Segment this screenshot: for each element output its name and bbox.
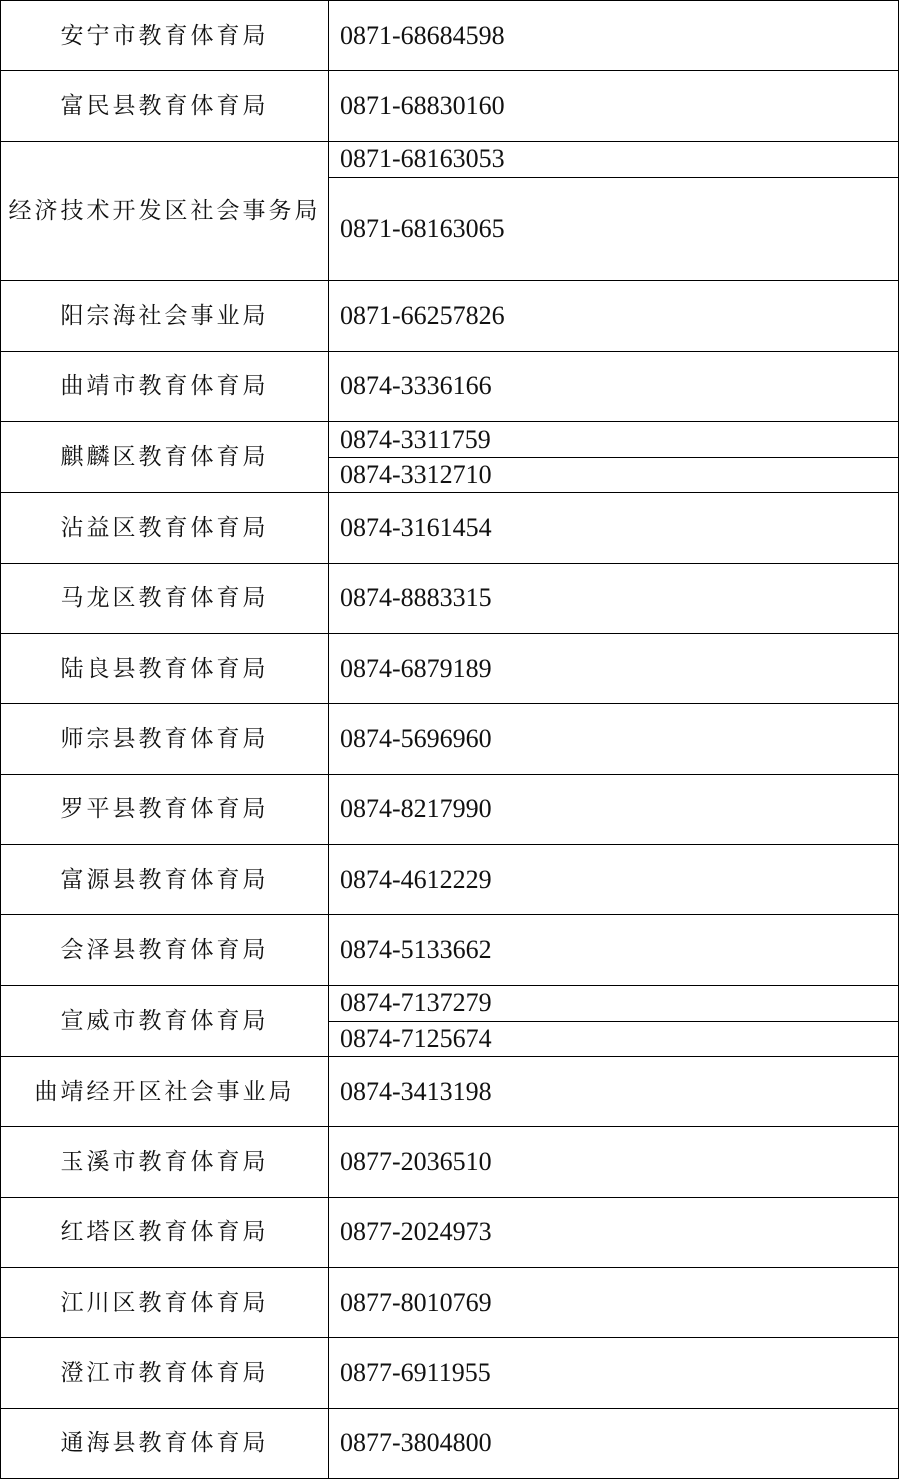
table-row <box>1 421 899 457</box>
table-row <box>1 1338 899 1408</box>
table-row <box>1 1 899 71</box>
table-body <box>1 1 899 1479</box>
phone-number: 0874-5696960 <box>329 704 899 774</box>
table-row <box>1 1056 899 1126</box>
phone-number: 0874-3312710 <box>329 458 899 493</box>
phone-number: 0877-8010769 <box>329 1267 899 1337</box>
department-name: 麒麟区教育体育局 <box>1 421 329 492</box>
phone-number: 0874-3336166 <box>329 351 899 421</box>
department-name: 宣威市教育体育局 <box>1 985 329 1056</box>
phone-number: 0874-3413198 <box>329 1056 899 1126</box>
department-name: 玉溪市教育体育局 <box>1 1127 329 1197</box>
table-row <box>1 915 899 985</box>
table-row <box>1 1408 899 1478</box>
phone-number: 0874-7137279 <box>329 985 899 1021</box>
table-row <box>1 141 899 177</box>
department-name: 江川区教育体育局 <box>1 1267 329 1337</box>
phone-number: 0874-4612229 <box>329 844 899 914</box>
phone-number: 0877-2036510 <box>329 1127 899 1197</box>
department-name: 师宗县教育体育局 <box>1 704 329 774</box>
phone-number: 0874-6879189 <box>329 633 899 703</box>
phone-number: 0874-7125674 <box>329 1021 899 1056</box>
table-row <box>1 844 899 914</box>
phone-number: 0871-66257826 <box>329 281 899 351</box>
phone-number: 0874-3161454 <box>329 493 899 563</box>
phone-number: 0877-6911955 <box>329 1338 899 1408</box>
department-name: 富源县教育体育局 <box>1 844 329 914</box>
department-name: 罗平县教育体育局 <box>1 774 329 844</box>
table-row <box>1 563 899 633</box>
table-row <box>1 71 899 141</box>
department-name: 陆良县教育体育局 <box>1 633 329 703</box>
table-row <box>1 1127 899 1197</box>
table-row <box>1 704 899 774</box>
phone-number: 0871-68830160 <box>329 71 899 141</box>
table-row <box>1 985 899 1021</box>
phone-number: 0871-68163053 <box>329 141 899 177</box>
phone-number: 0871-68163065 <box>329 177 899 280</box>
department-name: 澄江市教育体育局 <box>1 1338 329 1408</box>
phone-number: 0877-2024973 <box>329 1197 899 1267</box>
table-row <box>1 633 899 703</box>
department-name: 阳宗海社会事业局 <box>1 281 329 351</box>
phone-number: 0877-3804800 <box>329 1408 899 1478</box>
department-name: 富民县教育体育局 <box>1 71 329 141</box>
table-row <box>1 1267 899 1337</box>
phone-number: 0874-5133662 <box>329 915 899 985</box>
department-name: 沾益区教育体育局 <box>1 493 329 563</box>
phone-number: 0874-8217990 <box>329 774 899 844</box>
phone-number: 0874-3311759 <box>329 421 899 457</box>
table-row <box>1 1197 899 1267</box>
department-name: 马龙区教育体育局 <box>1 563 329 633</box>
phone-number: 0871-68684598 <box>329 1 899 71</box>
department-name: 通海县教育体育局 <box>1 1408 329 1478</box>
department-name: 曲靖经开区社会事业局 <box>1 1056 329 1126</box>
table-row <box>1 351 899 421</box>
table-row <box>1 493 899 563</box>
department-name: 经济技术开发区社会事务局 <box>1 141 329 281</box>
department-name: 安宁市教育体育局 <box>1 1 329 71</box>
table-row <box>1 774 899 844</box>
department-name: 红塔区教育体育局 <box>1 1197 329 1267</box>
department-name: 曲靖市教育体育局 <box>1 351 329 421</box>
department-name: 会泽县教育体育局 <box>1 915 329 985</box>
phone-number: 0874-8883315 <box>329 563 899 633</box>
table-row <box>1 281 899 351</box>
